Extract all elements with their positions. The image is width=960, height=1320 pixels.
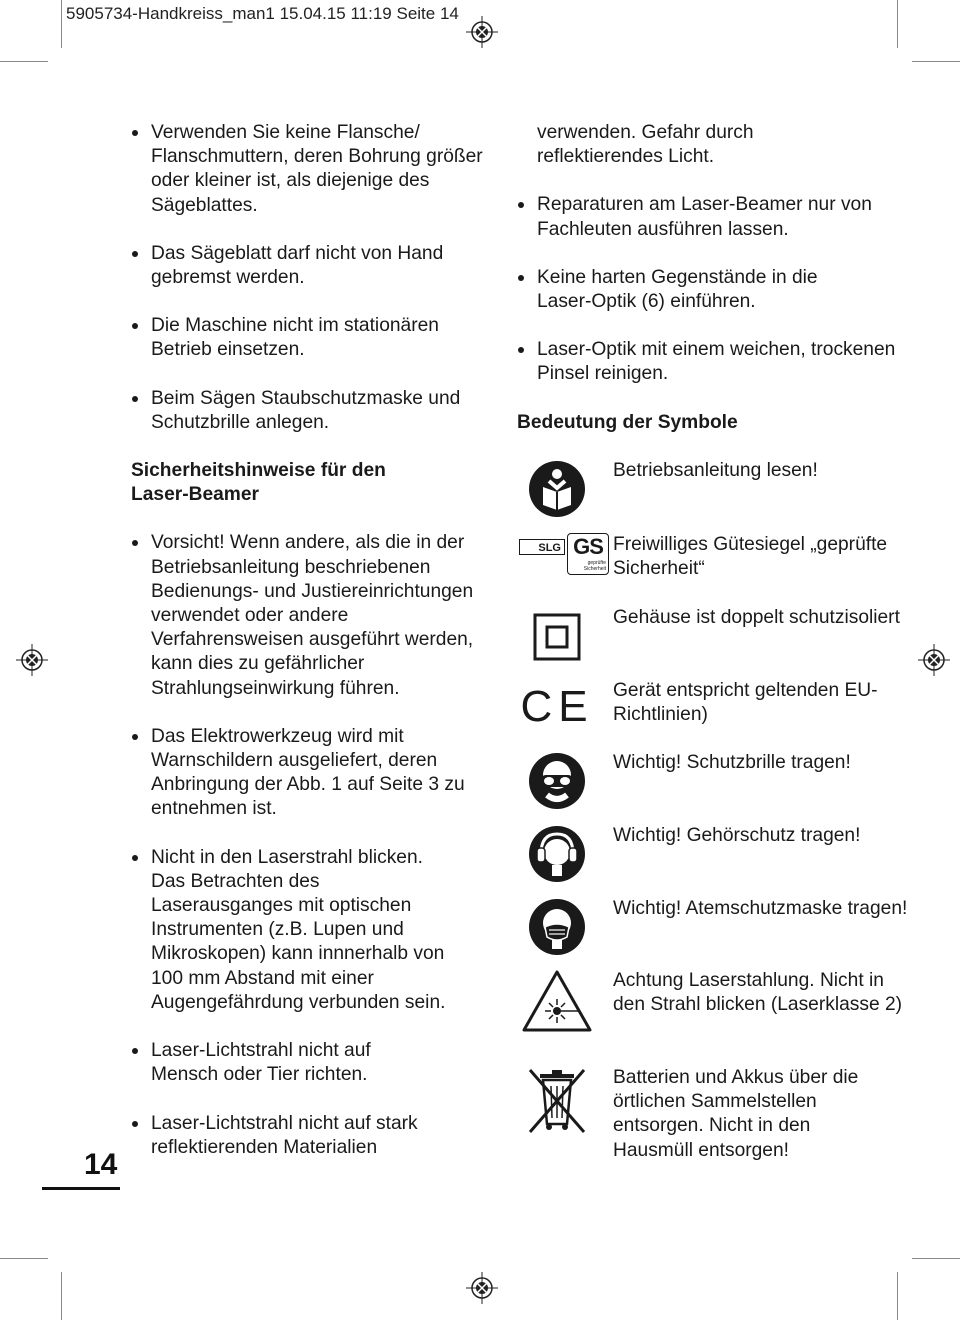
list-item: Reparaturen am Laser-Beamer nur von Fachleuten ausführen lassen. — [517, 193, 897, 241]
slg-label: SLG — [519, 539, 565, 555]
list-item: Laser-Optik mit einem weichen, trockenen Pinsel reinigen. — [517, 338, 897, 386]
symbol-description: Wichtig! Atemschutzmaske tragen! — [613, 898, 908, 919]
registration-mark-icon — [16, 644, 48, 676]
list-item: Beim Sägen Staubschutzmaske und Schutzbrille anlegen. — [131, 387, 491, 435]
section-heading-symbols: Bedeutung der Symbole — [517, 411, 738, 433]
crop-mark — [61, 1272, 62, 1320]
symbol-description: Freiwilliges Gütesiegel „geprüfte Sicherheit“ — [613, 534, 888, 580]
crop-mark — [912, 61, 960, 62]
page-number-rule — [42, 1187, 120, 1190]
gs-label: GS — [573, 534, 603, 559]
symbol-description: Betriebsanleitung lesen! — [613, 460, 818, 481]
gs-seal-icon — [519, 533, 606, 577]
list-item: Laser-Lichtstrahl nicht auf stark reflektierenden Materialien — [131, 1112, 476, 1160]
safety-list-saw — [131, 121, 491, 435]
registration-mark-icon — [918, 644, 950, 676]
list-item: Vorsicht! Wenn andere, als die in der Betriebsanleitung beschriebenen Bedienungs- und Justiereinrichtungen verwendet oder andere Verfahrensweisen ausgeführt werden, kann dies zu gefährlicher Strahlungseinwirkung führen. — [131, 531, 476, 700]
symbol-description: Wichtig! Schutzbrille tragen! — [613, 752, 851, 773]
page-number: 14 — [84, 1148, 118, 1181]
list-item: Verwenden Sie keine Flansche/ Flanschmuttern, deren Bohrung größer oder kleiner ist, als diejenige des Sägeblattes. — [131, 121, 491, 218]
symbol-description: Achtung Laserstahlung. Nicht in den Strahl blicken (Laserklasse 2) — [613, 970, 903, 1016]
list-item: Keine harten Gegenstände in die Laser-Optik (6) einführen. — [517, 266, 857, 314]
list-item: Das Elektrowerkzeug wird mit Warnschildern ausgeliefert, deren Anbringung der Abb. 1 auf Seite 3 zu entnehmen ist. — [131, 725, 476, 822]
laser-warning-icon — [521, 969, 593, 1033]
goggles-icon — [527, 751, 587, 811]
continued-text: verwenden. Gefahr durch reflektierendes Licht. — [537, 122, 754, 168]
right-column — [517, 121, 897, 435]
gs-small-label: geprüfte Sicherheit — [583, 560, 606, 572]
read-manual-icon — [527, 459, 587, 519]
crop-mark — [0, 1258, 48, 1259]
registration-mark-icon — [466, 1272, 498, 1304]
safety-list-laser — [131, 531, 476, 1159]
double-insulation-icon — [532, 612, 582, 662]
list-item: Das Sägeblatt darf nicht von Hand gebremst werden. — [131, 242, 491, 290]
symbol-description: Gerät entspricht geltenden EU-Richtlinien) — [613, 680, 878, 726]
crop-mark — [897, 1272, 898, 1320]
ce-mark-icon: CE — [520, 682, 594, 731]
list-item: Nicht in den Laserstrahl blicken. Das Betrachten des Laserausganges mit optischen Instrumenten (z.B. Lupen und Mikroskopen) kann innnerhalb von 100 mm Abstand mit einer Augengefährdung verbunden sein. — [131, 846, 461, 1015]
symbol-description: Batterien und Akkus über die örtlichen Sammelstellen entsorgen. Nicht in den Hausmüll entsorgen! — [613, 1067, 859, 1161]
list-item: Laser-Lichtstrahl nicht auf Mensch oder Tier richten. — [131, 1039, 411, 1087]
symbol-description: Wichtig! Gehörschutz tragen! — [613, 825, 861, 846]
crop-mark — [912, 1258, 960, 1259]
dust-mask-icon — [527, 897, 587, 957]
section-heading-laser: Sicherheitshinweise für den Laser-Beamer — [131, 460, 386, 506]
left-column — [131, 121, 491, 1160]
laser-care-list — [517, 193, 897, 386]
crossed-bin-icon — [524, 1066, 590, 1136]
crop-mark — [897, 0, 898, 48]
print-header: 5905734-Handkreiss_man1 15.04.15 11:19 Seite 14 — [66, 4, 459, 23]
symbol-description: Gehäuse ist doppelt schutzisoliert — [613, 607, 900, 628]
ear-protection-icon — [527, 824, 587, 884]
crop-mark — [61, 0, 62, 48]
registration-mark-icon — [466, 16, 498, 48]
crop-mark — [0, 61, 48, 62]
list-item: Die Maschine nicht im stationären Betrieb einsetzen. — [131, 314, 491, 362]
